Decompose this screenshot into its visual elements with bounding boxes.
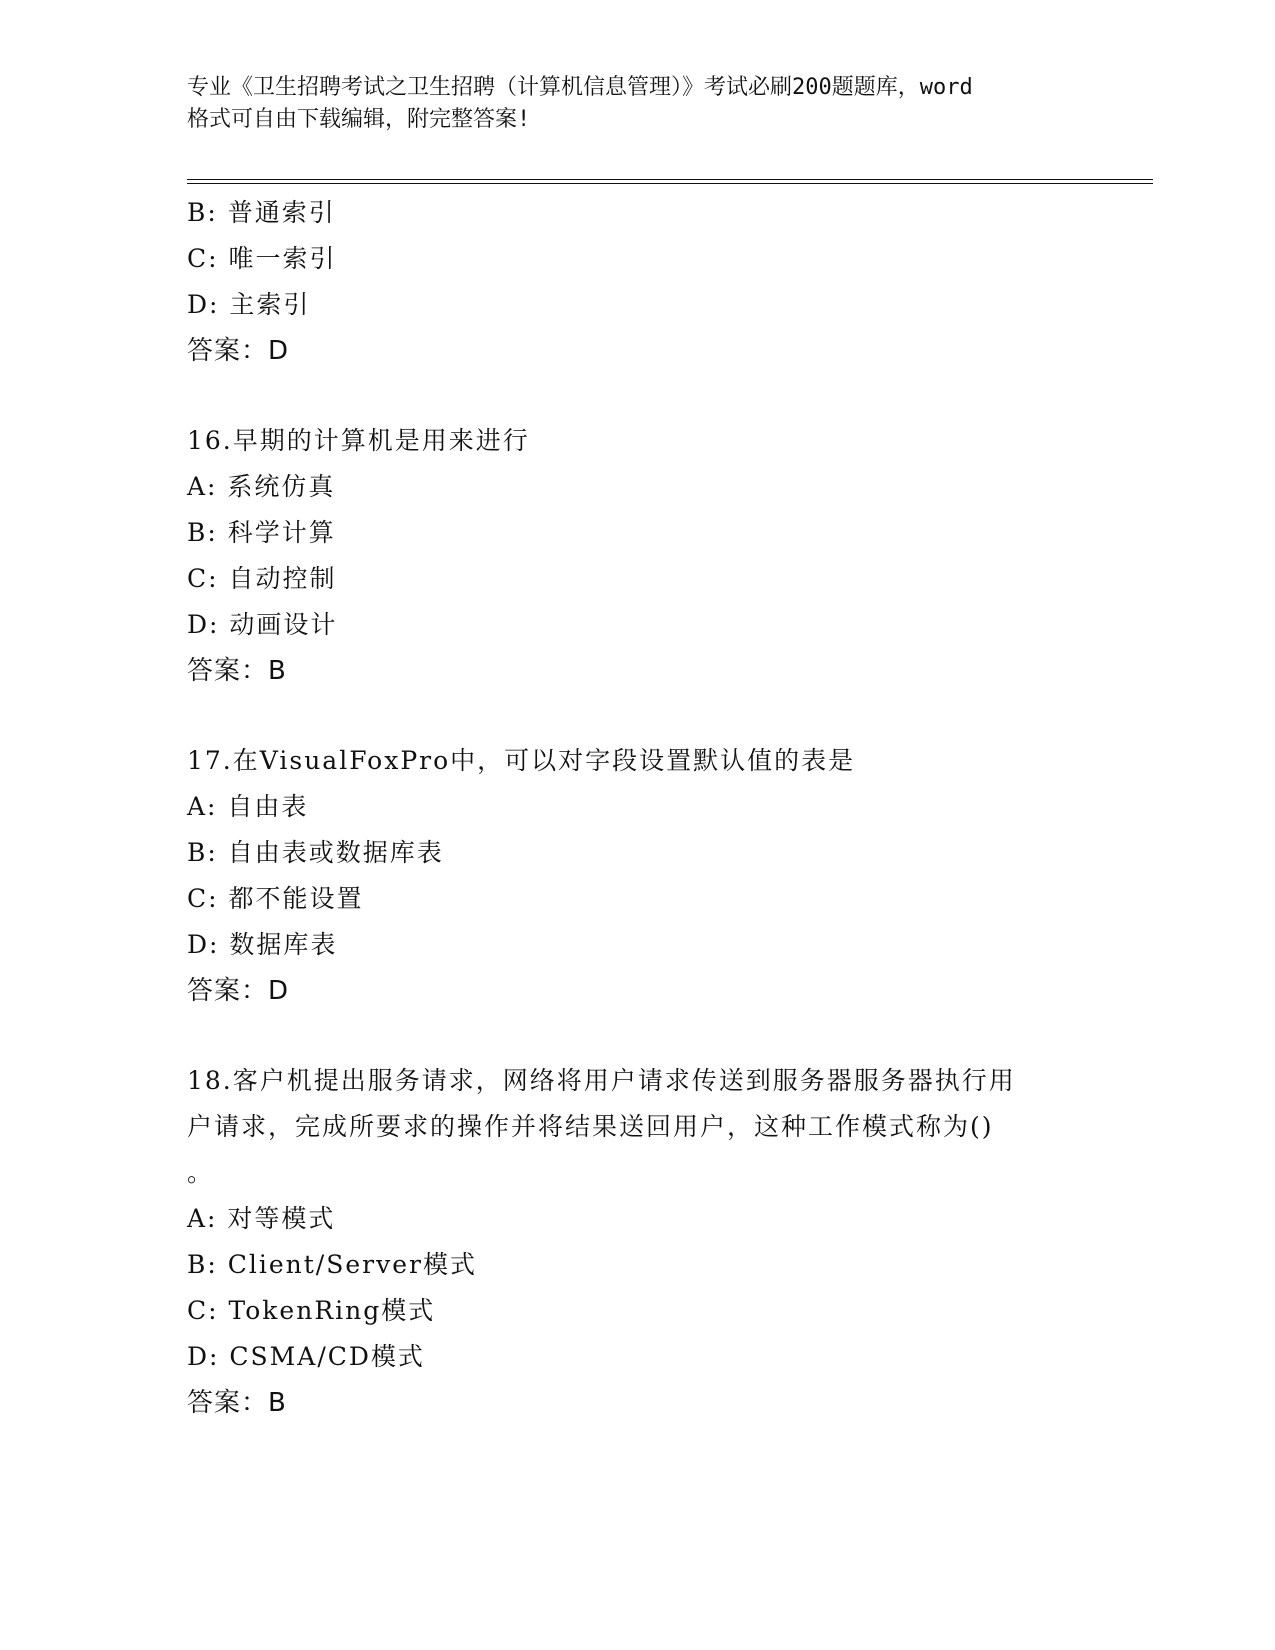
header-divider-bottom bbox=[187, 183, 1153, 184]
option-c: C: TokenRing模式 bbox=[187, 1296, 436, 1325]
question-stem-line-1: 18.客户机提出服务请求，网络将用户请求传送到服务器服务器执行用 bbox=[187, 1066, 1016, 1095]
answer: 答案：B bbox=[187, 1388, 287, 1418]
option-b: B: 自由表或数据库表 bbox=[187, 838, 444, 867]
question-stem: 17.在VisualFoxPro中，可以对字段设置默认值的表是 bbox=[187, 746, 856, 775]
option-d: D: CSMA/CD模式 bbox=[187, 1342, 425, 1371]
header-divider-top bbox=[187, 179, 1153, 180]
document-header bbox=[187, 72, 1087, 136]
option-d: D: 动画设计 bbox=[187, 610, 338, 639]
question-list bbox=[187, 190, 1087, 1426]
option-a: A: 对等模式 bbox=[187, 1204, 336, 1233]
option-a: A: 自由表 bbox=[187, 792, 309, 821]
header-line-2: 格式可自由下载编辑，附完整答案! bbox=[187, 107, 531, 132]
option-b: B: Client/Server模式 bbox=[187, 1250, 477, 1279]
question-16 bbox=[187, 418, 1087, 694]
option-b: B: 科学计算 bbox=[187, 518, 336, 547]
question-18 bbox=[187, 1058, 1087, 1426]
option-c: C: 唯一索引 bbox=[187, 244, 337, 273]
answer: 答案：D bbox=[187, 336, 290, 366]
option-d: D: 主索引 bbox=[187, 290, 311, 319]
answer: 答案：D bbox=[187, 976, 290, 1006]
question-stem-line-2: 户请求，完成所要求的操作并将结果送回用户，这种工作模式称为() bbox=[187, 1112, 994, 1141]
question-stem: 16.早期的计算机是用来进行 bbox=[187, 426, 530, 455]
option-d: D: 数据库表 bbox=[187, 930, 338, 959]
header-line-1: 专业《卫生招聘考试之卫生招聘（计算机信息管理）》考试必刷200题题库，word bbox=[187, 75, 973, 100]
option-a: A: 系统仿真 bbox=[187, 472, 336, 501]
option-b: B: 普通索引 bbox=[187, 198, 336, 227]
answer: 答案：B bbox=[187, 656, 287, 686]
question-stem-line-3: 。 bbox=[187, 1158, 215, 1187]
question-17 bbox=[187, 738, 1087, 1014]
option-c: C: 都不能设置 bbox=[187, 884, 364, 913]
question-15 bbox=[187, 190, 1087, 374]
option-c: C: 自动控制 bbox=[187, 564, 337, 593]
